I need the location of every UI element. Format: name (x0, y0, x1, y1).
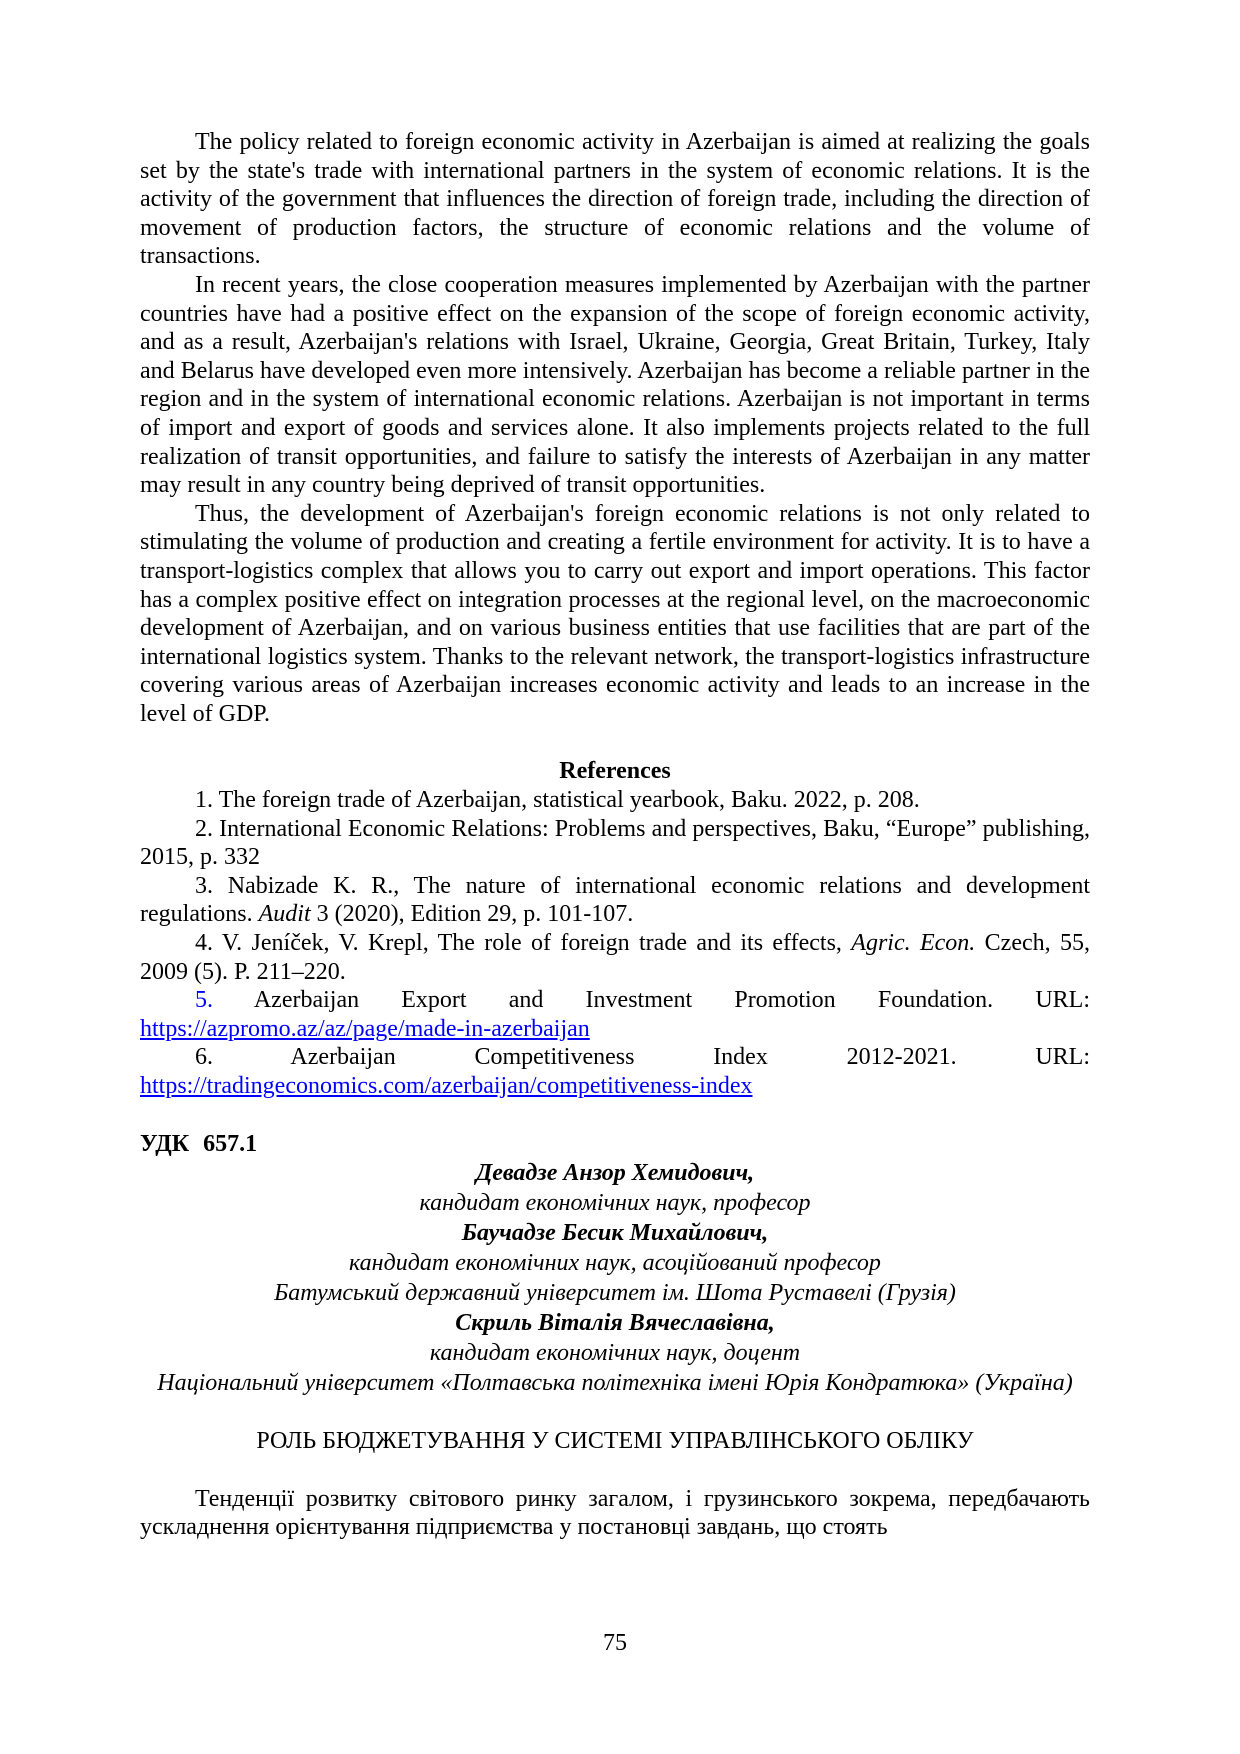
reference-3-text-a: 3. Nabizade K. R., The nature of international economic relations and development regulations. (140, 872, 1090, 928)
authors-block (140, 1158, 1090, 1398)
spacer (140, 728, 1090, 757)
reference-item-1: 1. The foreign trade of Azerbaijan, statistical yearbook, Baku. 2022, p. 208. (195, 787, 920, 814)
spacer (140, 1101, 1090, 1130)
paragraph-english-3: Thus, the development of Azerbaijan's foreign economic relations is not only related to stimulating the volume of production and creating a fertile environment for activity. It is to have a transport-logistics complex that allows you to carry out export and import operations. This factor has a complex positive effect on integration processes at the regional level, on the macroeconomic development of Azerbaijan, and on various business entities that use facilities that are part of the international logistics system. Thanks to the relevant network, the transport-logistics infrastructure covering various areas of Azerbaijan increases economic activity and leads to an increase in the level of GDP. (140, 500, 1090, 727)
paragraph-english-2: In recent years, the close cooperation measures implemented by Azerbaijan with the partner countries have had a positive effect on the expansion of the scope of foreign economic activity, and as a result, Azerbaijan's relations with Israel, Ukraine, Georgia, Great Britain, Turkey, Italy and Belarus have developed even more intensively. Azerbaijan has become a reliable partner in the region and in the system of international economic relations. Azerbaijan is not important in terms of import and export of goods and services alone. It also implements projects related to the full realization of transit opportunities, and failure to satisfy the interests of Azerbaijan in any matter may result in any country being deprived of transit opportunities. (140, 271, 1090, 499)
author-affiliation-3: Національний університет «Полтавська політехніка імені Юрія Кондратюка» (Україна) (157, 1370, 1073, 1397)
author-affiliation-2: Батумський державний університет ім. Шота Руставелі (Грузія) (274, 1280, 956, 1307)
page-number: 75 (603, 1630, 627, 1657)
spacer (140, 1456, 1090, 1485)
reference-item-6 (140, 1043, 1090, 1100)
author-role-2: кандидат економічних наук, асоційований професор (349, 1250, 881, 1277)
paragraph-english-1: The policy related to foreign economic activity in Azerbaijan is aimed at realizing the goals set by the state's trade with international partners in the system of economic relations. It is the activity of the government that influences the direction of foreign trade, including the direction of movement of production factors, the structure of economic relations and the volume of transactions. (140, 129, 1090, 270)
paragraph-ukrainian-1: Тенденції розвитку світового ринку загалом, і грузинського зокрема, передбачають ускладнення орієнтування підприємства у постановці завдань, що стоять (140, 1485, 1090, 1541)
author-name-3: Скриль Віталія Вячеславівна, (455, 1310, 775, 1337)
references-heading: References (559, 758, 671, 785)
author-name-2: Баучадзе Бесик Михайлович, (461, 1220, 769, 1247)
reference-5-url-link[interactable]: https://azpromo.az/az/page/made-in-azerbaijan (140, 1015, 590, 1042)
author-role-3: кандидат економічних наук, доцент (429, 1340, 801, 1367)
udc-code: УДК 657.1 (140, 1130, 258, 1157)
reference-item-3 (140, 872, 1090, 929)
spacer (140, 1398, 1090, 1427)
reference-5-text: Azerbaijan Export and Investment Promotion Foundation. URL: (213, 987, 1090, 1014)
author-name-1: Девадзе Анзор Хемидович, (475, 1160, 755, 1187)
reference-item-4 (140, 929, 1090, 986)
reference-6-url-link[interactable]: https://tradingeconomics.com/azerbaijan/competitiveness-index (140, 1073, 753, 1099)
author-role-1: кандидат економічних наук, професор (419, 1190, 811, 1217)
reference-4-journal: Agric. Econ. (851, 930, 976, 957)
reference-4-text-a: 4. V. Jeníček, V. Krepl, The role of foreign trade and its effects, (195, 930, 852, 957)
reference-3-text-b: 3 (2020), Edition 29, p. 101-107. (310, 901, 634, 928)
article-title-ukrainian: РОЛЬ БЮДЖЕТУВАННЯ У СИСТЕМІ УПРАВЛІНСЬКОГО ОБЛІКУ (256, 1428, 974, 1455)
reference-6-text: 6. Azerbaijan Competitiveness Index 2012-2021. URL: (195, 1044, 1090, 1071)
reference-3-journal: Audit (258, 901, 311, 928)
reference-item-2: 2. International Economic Relations: Problems and perspectives, Baku, “Europe” publishing, 2015, p. 332 (140, 815, 1090, 871)
reference-item-5 (140, 986, 1090, 1043)
reference-5-number: 5. (195, 987, 213, 1014)
reference-4-text-b: Czech, 55, 2009 (5). P. 211–220. (140, 930, 1090, 985)
